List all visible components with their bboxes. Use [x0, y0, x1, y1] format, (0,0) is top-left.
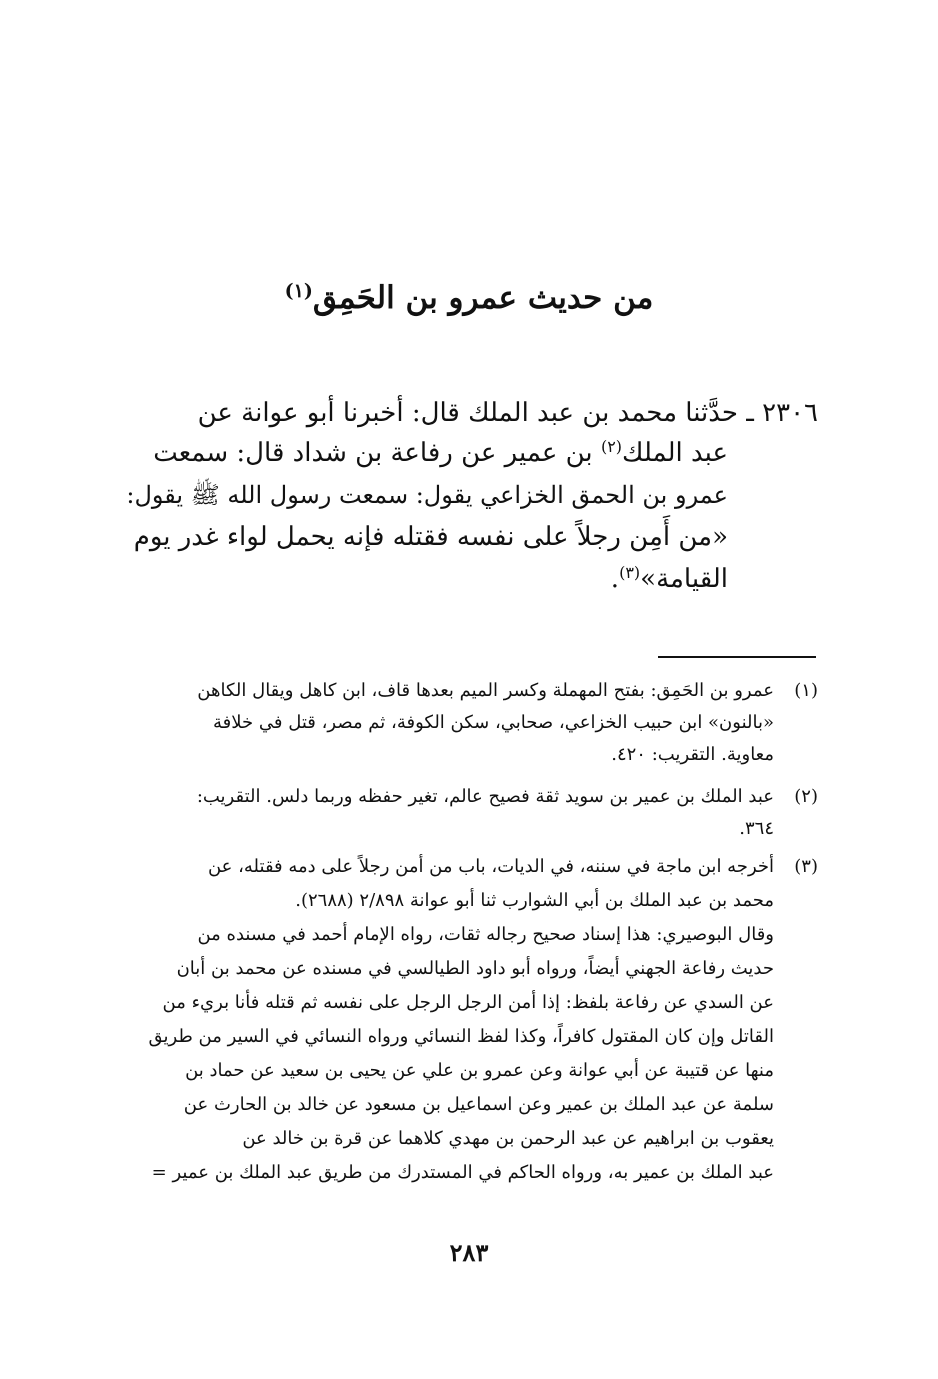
- hadith-line: عمرو بن الحمق الخزاعي يقول: سمعت رسول الله ﷺ يقول:: [126, 481, 728, 509]
- hadith-line-part: بن عمير عن رفاعة بن شداد قال: سمعت: [153, 438, 593, 468]
- footnote-line: عن السدي عن رفاعة بلفظ: إذا أمن الرجل الرجل على نفسه ثم قتله فأنا بريء من: [162, 992, 774, 1013]
- hadith-line-part: .: [610, 564, 620, 594]
- hadith-line: [153, 433, 728, 473]
- footnote-1: [118, 676, 818, 776]
- footnote-line: عمرو بن الحَمِق: بفتح المهملة وكسر الميم بعدها قاف، ابن كاهل ويقال الكاهن: [197, 680, 774, 701]
- footnote-separator: [658, 656, 816, 658]
- footnote-ref: (٢): [600, 437, 623, 456]
- footnote-line: يعقوب بن ابراهيم عن عبد الرحمن بن مهدي كلاهما عن قرة بن خالد عن: [242, 1128, 774, 1149]
- section-title-note-ref: (١): [284, 280, 313, 302]
- footnote-line: وقال البوصيري: هذا إسناد صحيح رجاله ثقات، رواه الإمام أحمد في مسنده من: [197, 924, 774, 945]
- footnote-line: محمد بن عبد الملك بن أبي الشوارب ثنا أبو عوانة ٢/٨٩٨ (٢٦٨٨).: [295, 890, 774, 911]
- page-number: ٢٨٣: [449, 1238, 489, 1267]
- footnote-line: «بالنون» ابن حبيب الخزاعي، صحابي، سكن الكوفة، ثم مصر، قتل في خلافة: [213, 712, 774, 733]
- footnote-line: أخرجه ابن ماجة في سننه، في الديات، باب من أمن رجلاً على دمه فقتله، عن: [207, 856, 774, 877]
- footnote-line: سلمة عن عبد الملك بن عمير وعن اسماعيل بن مسعود عن خالد بن الحارث عن: [183, 1094, 774, 1115]
- footnote-line: معاوية. التقريب: ٤٢٠.: [611, 744, 774, 765]
- footnote-ref: (٣): [619, 563, 641, 582]
- section-title-text: من حديث عمرو بن الحَمِق: [312, 280, 654, 316]
- footnote-line: عبد الملك بن عمير به، ورواه الحاكم في المستدرك من طريق عبد الملك بن عمير =: [151, 1162, 774, 1183]
- footnote-line: منها عن قتيبة عن أبي عوانة وعن عمرو بن علي عن يحيى بن سعيد عن حماد بن: [185, 1060, 774, 1081]
- footnote-number: (٣): [794, 856, 818, 877]
- hadith-text: [118, 393, 818, 633]
- footnote-3: [118, 852, 818, 1202]
- footnote-line: حديث رفاعة الجهني أيضاً، ورواه أبو داود الطيالسي في مسنده عن محمد بن أبان: [176, 958, 774, 979]
- footnote-line: القاتل وإن كان المقتول كافراً، وكذا لفظ النسائي ورواه النسائي في السير من طريق: [148, 1026, 774, 1047]
- footnote-number: (٢): [794, 786, 818, 807]
- footnote-2: [118, 782, 818, 852]
- hadith-line: [611, 559, 728, 599]
- hadith-line: «من أَمِن رجلاً على نفسه فقتله فإنه يحمل لواء غدر يوم: [133, 522, 728, 552]
- footnote-number: (١): [794, 680, 818, 701]
- hadith-line-part: القيامة»: [640, 564, 728, 594]
- hadith-line: ٢٣٠٦ ـ حدَّثنا محمد بن عبد الملك قال: أخبرنا أبو عوانة عن: [197, 398, 818, 428]
- footnote-line: ٣٦٤.: [739, 818, 774, 839]
- hadith-line-part: عبد الملك: [622, 438, 728, 468]
- section-title: [0, 276, 938, 324]
- footnote-line: عبد الملك بن عمير بن سويد ثقة فصيح عالم، تغير حفظه وربما دلس. التقريب:: [196, 786, 774, 807]
